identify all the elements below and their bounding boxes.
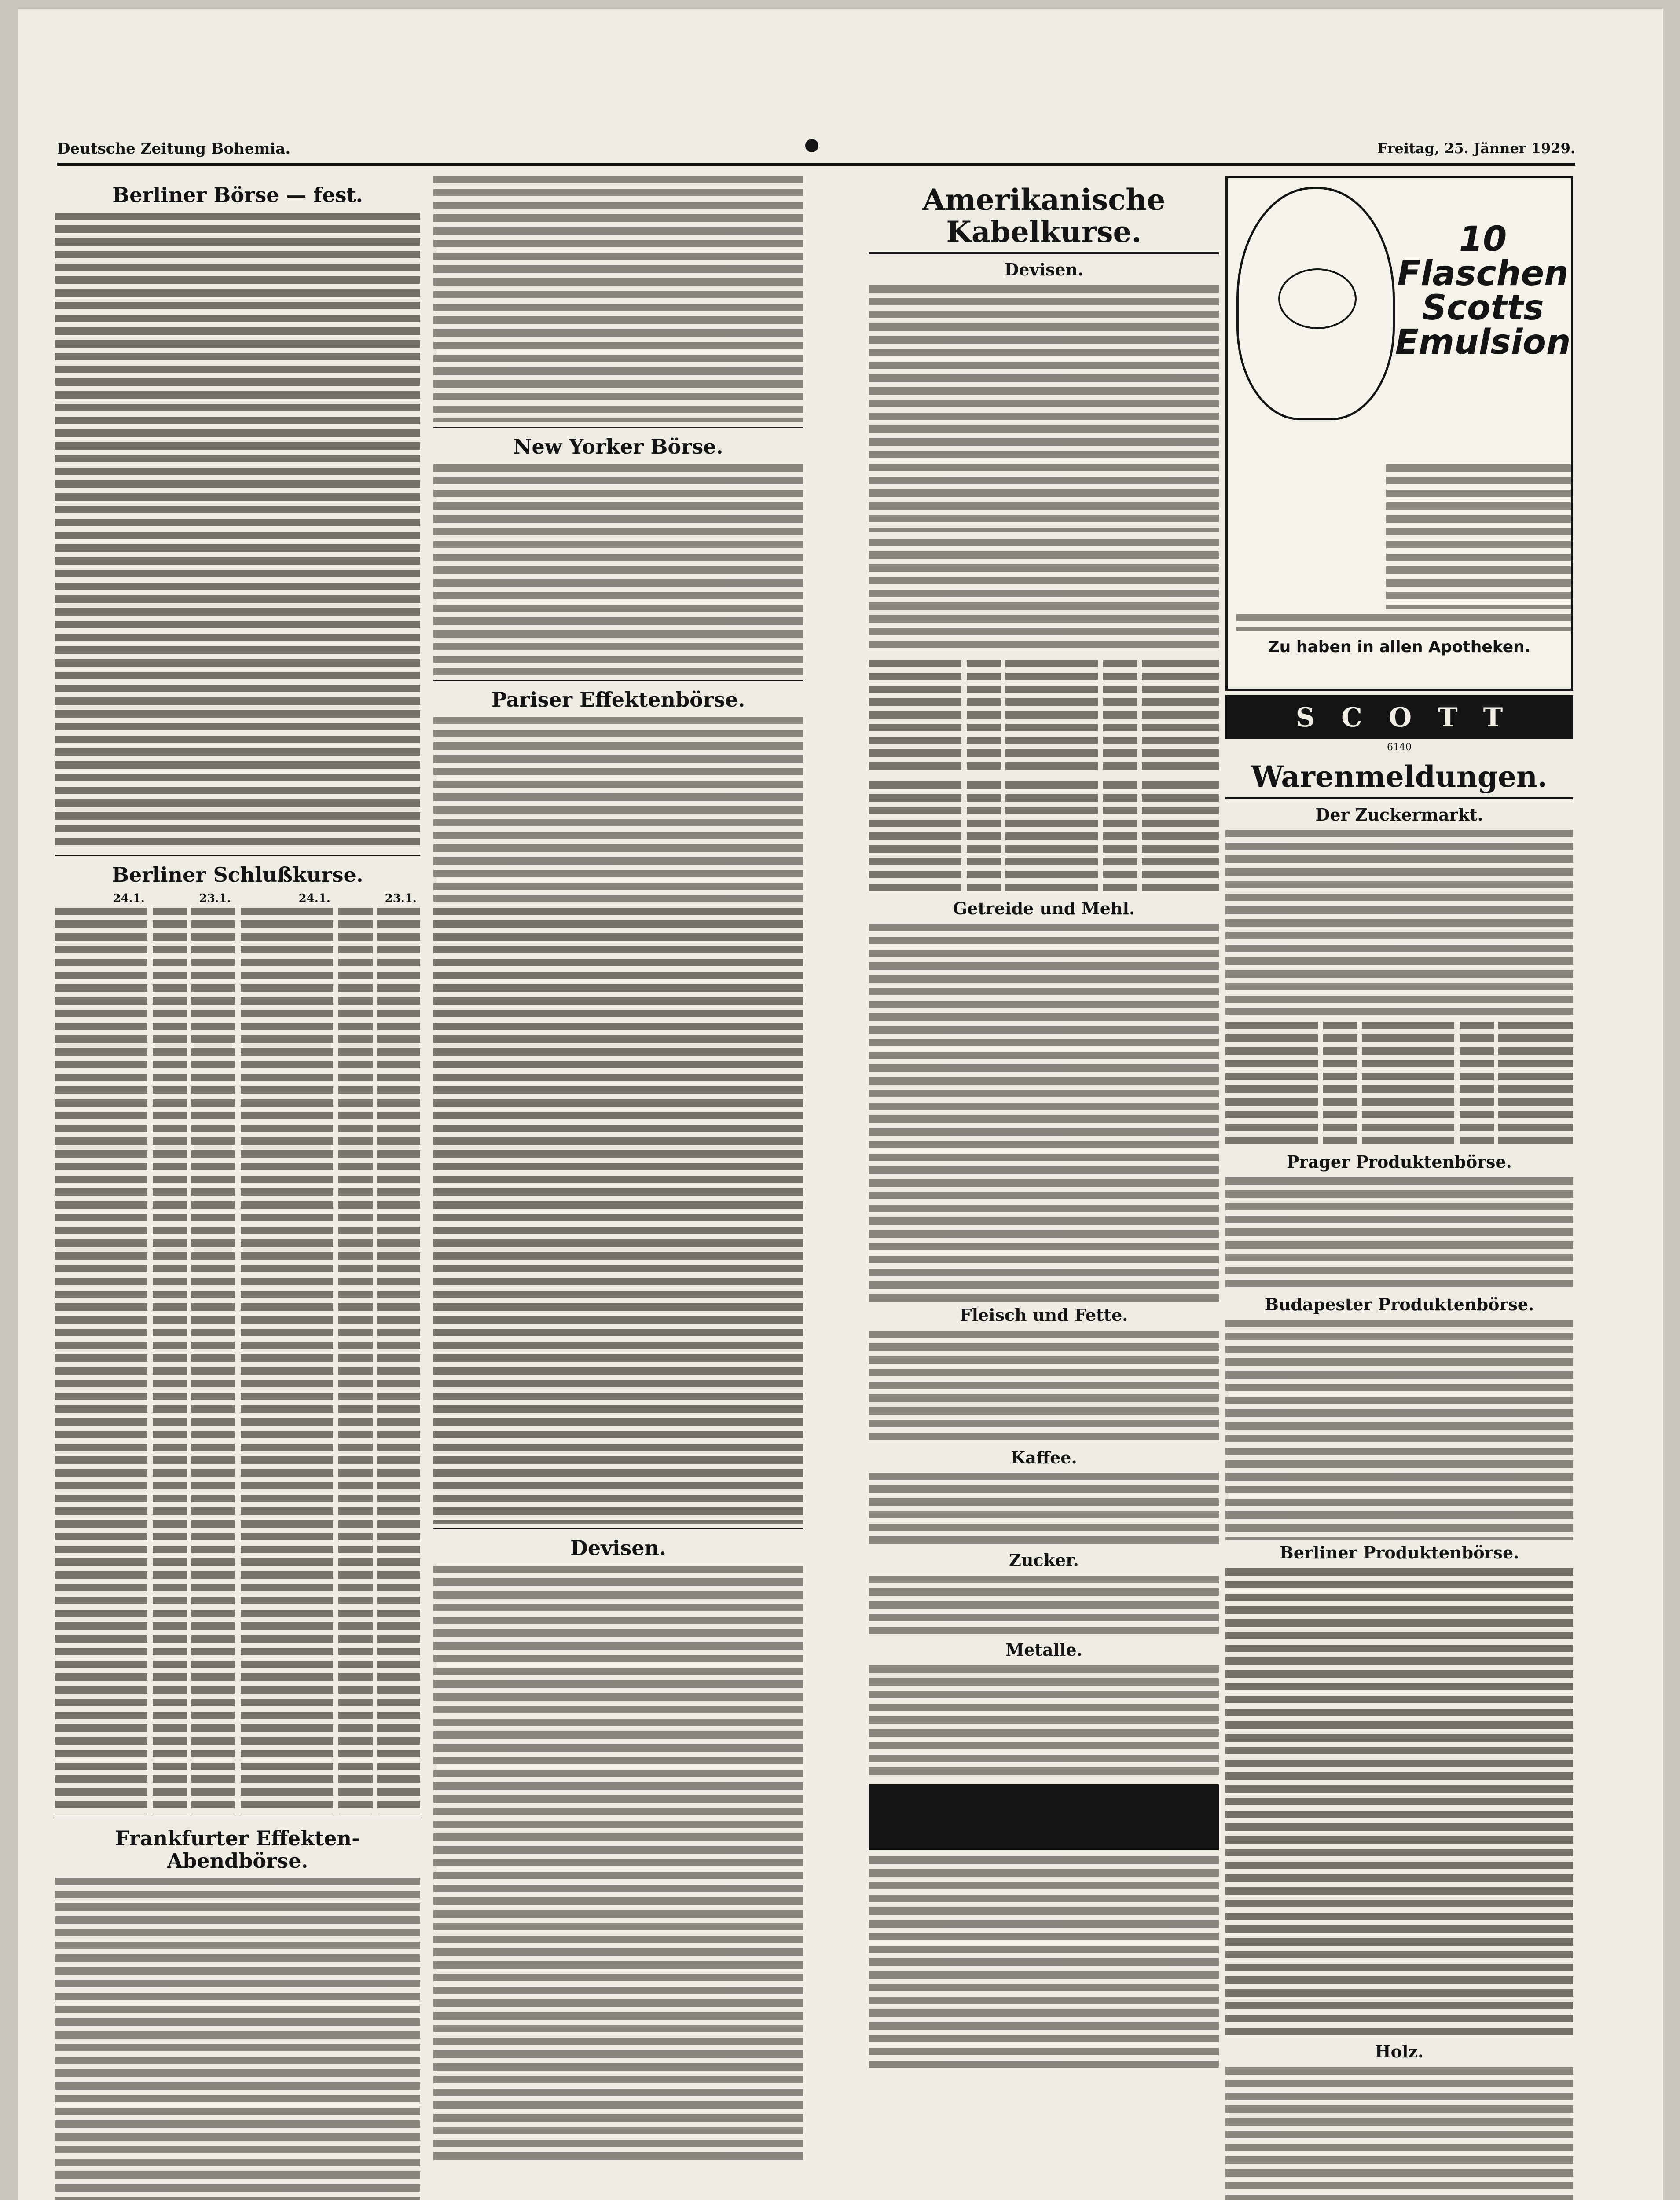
- divider: [433, 1528, 803, 1529]
- fleisch-text: [869, 1331, 1219, 1445]
- metalle-text: [869, 1665, 1219, 1775]
- column-3: [869, 176, 1219, 2200]
- heading-amerikanische-kabelkurse: Amerikanische Kabelkurse.: [869, 184, 1219, 254]
- column-4: [1225, 176, 1573, 2200]
- column-2: [433, 176, 803, 2200]
- ad-body-text-2: [1236, 614, 1571, 631]
- schlusskurse-table-left: [55, 908, 235, 1814]
- zucker-text: [869, 1576, 1219, 1637]
- heading-pariser-effektenboerse: Pariser Effektenbörse.: [491, 687, 745, 711]
- article-pariser-effektenboerse: [433, 717, 803, 902]
- kabel-baumwolle-text: [869, 539, 1219, 653]
- subheading-holz: Holz.: [1375, 2041, 1424, 2061]
- holz-text: [1225, 2067, 1573, 2200]
- scott-brand-name: SCOTT: [1295, 702, 1530, 733]
- heading-new-yorker-boerse: New Yorker Börse.: [513, 435, 723, 458]
- kabel-devisen-text: [869, 285, 1219, 532]
- paris-course-list: [433, 908, 803, 1524]
- divider: [433, 427, 803, 428]
- zuckermarkt-text: [1225, 830, 1573, 1015]
- schlusskurse-table: [55, 908, 420, 1814]
- new-york-cotton-table: [869, 660, 1219, 774]
- subheading-prager-produktenboerse: Prager Produktenbörse.: [1287, 1152, 1512, 1172]
- paper-name: Deutsche Zeitung Bohemia.: [57, 140, 291, 158]
- schlusskurse-table-header: 24.1. 23.1. 24.1. 23.1.: [113, 892, 417, 906]
- subheading-budapester-produktenboerse: Budapester Produktenbörse.: [1264, 1294, 1534, 1315]
- masthead-dot: [805, 139, 818, 152]
- article-frankfurter-abendboerse: [55, 1878, 420, 2200]
- new-orleans-cotton-table: [869, 781, 1219, 896]
- ad-body-text: [1386, 464, 1571, 609]
- heading-frankfurter-abendboerse: Frankfurter Effekten-Abendbörse.: [115, 1826, 360, 1873]
- subheading-kaffee: Kaffee.: [1011, 1447, 1077, 1467]
- subheading-zuckermarkt: Der Zuckermarkt.: [1315, 804, 1483, 825]
- ad-code: 6140: [1387, 742, 1412, 753]
- heading-warenmeldungen: Warenmeldungen.: [1225, 761, 1573, 799]
- getreide-text: [869, 924, 1219, 1302]
- kaffee-text: [869, 1473, 1219, 1547]
- newspaper-page: [18, 9, 1663, 2200]
- ad-headline: 10 Flaschen Scotts Emulsion: [1395, 220, 1571, 362]
- devisen-list: [433, 1566, 803, 2164]
- article-berliner-boerse: [55, 213, 420, 851]
- scotts-emulsion-ad: [1225, 176, 1573, 691]
- sugar-price-table: [1225, 1022, 1573, 1149]
- schlusskurse-table-right: [241, 908, 420, 1814]
- heading-berliner-boerse: Berliner Börse — fest.: [112, 183, 363, 207]
- article-continued-top: [433, 176, 803, 422]
- heading-devisen: Devisen.: [570, 1536, 666, 1560]
- ad-tagline: Zu haben in allen Apotheken.: [1268, 638, 1531, 656]
- prager-produktenboerse-text: [1225, 1177, 1573, 1292]
- berliner-produktenboerse-text: [1225, 1568, 1573, 2039]
- scott-brand-bar: [1225, 695, 1573, 739]
- date-line: Freitag, 25. Jänner 1929.: [1377, 140, 1575, 157]
- further-exchange-text: [869, 1856, 1219, 2068]
- subheading-metalle: Metalle.: [1005, 1640, 1082, 1660]
- divider: [433, 680, 803, 681]
- black-box: [869, 1784, 1219, 1850]
- child-portrait-illustration: [1236, 187, 1395, 420]
- column-1: [55, 176, 420, 2200]
- subheading-devisen: Devisen.: [1004, 260, 1084, 280]
- budapester-produktenboerse-text: [1225, 1320, 1573, 1540]
- subheading-zucker: Zucker.: [1009, 1550, 1079, 1570]
- subheading-fleisch: Fleisch und Fette.: [960, 1305, 1128, 1325]
- article-new-yorker-boerse: [433, 464, 803, 675]
- subheading-berliner-produktenboerse: Berliner Produktenbörse.: [1279, 1542, 1519, 1562]
- masthead: [57, 136, 1575, 166]
- subheading-getreide: Getreide und Mehl.: [953, 898, 1135, 918]
- heading-berliner-schlusskurse: Berliner Schlußkurse.: [112, 862, 363, 887]
- divider: [55, 855, 420, 856]
